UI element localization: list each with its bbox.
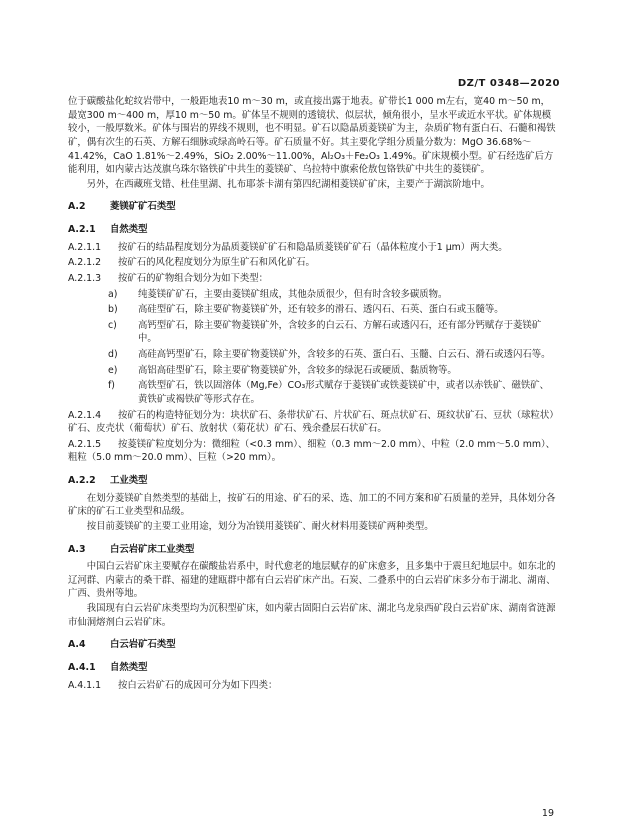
section-number: A.4 [68,639,86,651]
subsection-heading [68,223,558,237]
clause-number: A.2.1.2 [68,257,102,269]
list-label: a) [108,288,118,300]
page-content [68,95,558,694]
clause-text: 按矿石的构造特征划分为：块状矿石、条带状矿石、片状矿石、斑点状矿石、斑纹状矿石、豆状（球粒状）矿石、皮壳状（葡萄状）矿石、放射状（菊花状）矿石、残余叠层石状矿石。 [68,409,554,435]
list-text: 高钙型矿石，除主要矿物菱镁矿外，含较多的白云石、方解石或透闪石，还有部分钙赋存于菱镁矿中。 [138,319,542,345]
document-id: DZ/T 0348—2020 [457,78,560,89]
section-title: 菱镁矿矿石类型 [110,201,176,213]
section-number: A.3 [68,543,86,555]
clause [68,679,558,693]
list-item [88,379,558,406]
paragraph: 按目前菱镁矿的主要工业用途，划分为冶镁用菱镁矿、耐火材料用菱镁矿两种类型。 [86,520,434,532]
section-title: 自然类型 [110,224,148,235]
list-item [88,303,558,317]
section-number: A.4.1 [68,661,96,673]
list-label: c) [108,319,117,331]
page-number: 19 [541,808,554,819]
section-title: 白云岩矿床工业类型 [110,543,195,555]
list-label: d) [108,349,118,360]
section-number: A.2.2 [68,475,96,486]
section-title: 自然类型 [110,661,148,673]
list-label: b) [108,304,118,316]
clause-text: 按矿石的矿物组合划分为如下类型： [118,272,269,284]
section-heading [68,638,558,652]
section-title: 白云岩矿石类型 [110,639,176,651]
list-text: 高硅高钙型矿石，除主要矿物菱镁矿外，含较多的石英、蛋白石、玉髓、白云石、滑石或透闪石等。 [138,349,551,360]
clause [68,241,558,255]
paragraph: 在划分菱镁矿自然类型的基础上，按矿石的用途、矿石的采、选、加工的不同方案和矿石质量的差异，具体划分各矿床的矿石工业类型和品级。 [68,492,556,518]
section-number: A.2.1 [68,224,96,235]
list-text: 高硅型矿石，除主要矿物菱镁矿外，还有较多的滑石、透闪石、石英、蛋白石或玉髓等。 [138,304,504,316]
paragraph: 中国白云岩矿床主要赋存在碳酸盐岩系中，时代愈老的地层赋存的矿床愈多，且多集中于震旦纪地层中。如东北的辽河群、内蒙古的桑干群、福建的建瓯群中都有白云岩矿床产出。石炭、二叠系中的白云岩矿床多分布于湖北、湖南、广西、贵州等地。 [68,561,556,600]
list-text: 高铝高硅型矿石，除主要矿物菱镁矿外，含较多的绿泥石或硬质、黏质物等。 [138,364,457,376]
section-heading [68,543,558,557]
clause-text: 按白云岩矿石的成因可分为如下四类： [118,679,278,691]
clause-text: 按矿石的风化程度划分为原生矿石和风化矿石。 [118,257,315,269]
clause [68,409,558,436]
list-text: 纯菱镁矿矿石，主要由菱镁矿组成，其他杂质很少，但有时含较多碳质物。 [138,288,448,300]
clause-number: A.2.1.3 [68,272,102,284]
section-heading [68,200,558,214]
paragraph: 位于碳酸盐化蛇纹岩带中，一般距地表10 m～30 m，或直接出露于地表。矿带长1 000 m左右，宽40 m～50 m，最宽300 m～400 m，厚10 m～50 m。矿体呈不规则的透镜状、似层状，倾角很小，呈水平或近水平状。矿体规模较小，一般厚数米。矿体与围岩的界线不规则，也不明显。矿石以隐晶质菱镁矿为主，杂质矿物有蛋白石、石髓和褐铁矿，偶有次生的石英、方解石细脉或绿高岭石等。矿石质量不好。其主要化学组分质量分数为：MgO 36.68%～41.42%，CaO 1.81%～2.49%，SiO₂ 2.00%～11.00%，Al₂O₃＋Fe₂O₃ 1.49%。矿床规模小型。矿石经选矿后方能利用，如内蒙古达茂旗乌珠尔铬铁矿中共生的菱镁矿、乌拉特中旗索伦敖包铬铁矿中共生的菱镁矿。 [68,96,556,176]
clause [68,438,558,465]
list-item [88,348,558,362]
list-label: f) [108,380,115,392]
list-item [88,288,558,302]
list-item [88,319,558,346]
list-label: e) [108,364,118,376]
subsection-heading [68,661,558,675]
list-item [88,364,558,378]
clause-number: A.2.1.4 [68,409,102,421]
clause [68,256,558,270]
clause-text: 按矿石的结晶程度划分为晶质菱镁矿矿石和隐晶质菱镁矿矿石（晶体粒度小于1 μm）两大类。 [118,241,508,253]
clause-number: A.2.1.1 [68,241,102,253]
paragraph: 另外，在西藏班戈错、杜佳里湖、扎布耶茶卡湖有第四纪湖相菱镁矿矿床，主要产于湖滨阶地中。 [86,178,490,190]
clause-number: A.2.1.5 [68,438,102,450]
list-text: 高铁型矿石，铁以固溶体（Mg,Fe）CO₃形式赋存于菱镁矿或铁菱镁矿中，或者以赤铁矿、磁铁矿、黄铁矿或褐铁矿等形式存在。 [138,380,549,405]
section-title: 工业类型 [110,475,148,486]
paragraph: 我国现有白云岩矿床类型均为沉积型矿床，如内蒙古固阳白云岩矿床、湖北乌龙泉西矿段白云岩矿床、湖南省涟源市仙洞熔剂白云岩矿床。 [68,603,556,628]
clause [68,272,558,286]
clause-number: A.4.1.1 [68,679,102,691]
section-number: A.2 [68,201,86,213]
clause-text: 按菱镁矿粒度划分为：微细粒（<0.3 mm）、细粒（0.3 mm～2.0 mm）、中粒（2.0 mm～5.0 mm）、粗粒（5.0 mm～20.0 mm）、巨粒（>20 mm）。 [68,438,556,464]
subsection-heading [68,474,558,488]
